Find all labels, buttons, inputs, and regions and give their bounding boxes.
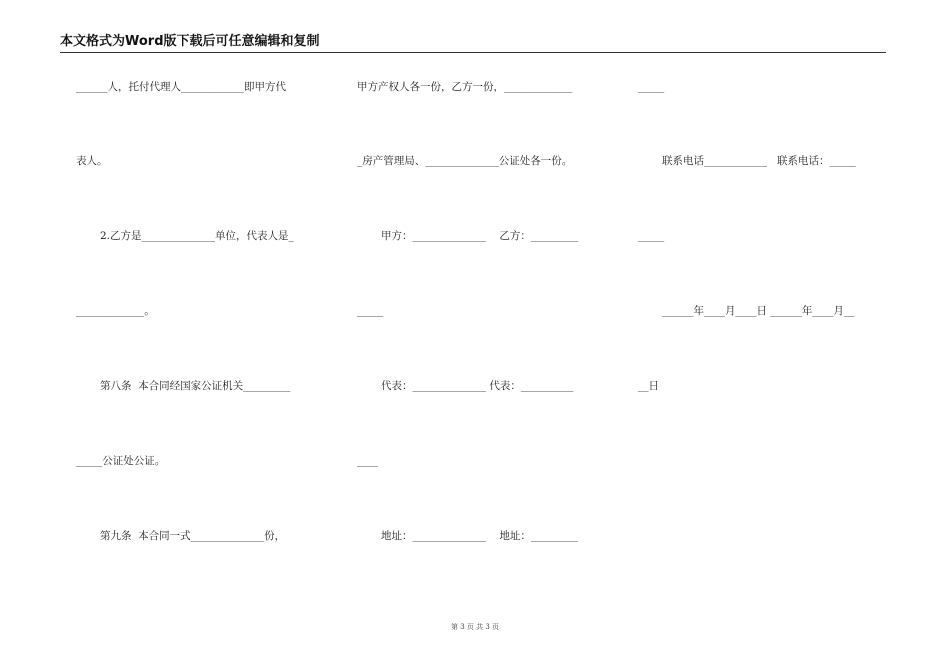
left-line-4: _____________。	[76, 305, 155, 317]
middle-line-3: 甲方：______________ 乙方：_________	[381, 230, 579, 242]
left-line-5: 第八条 本合同经国家公证机关_________	[100, 380, 291, 392]
right-line-1: _____	[638, 81, 665, 93]
middle-line-6: ____	[357, 455, 378, 467]
middle-line-7: 地址：______________ 地址：_________	[381, 530, 579, 542]
middle-line-2: _房产管理局、______________公证处各一份。	[357, 155, 573, 167]
middle-line-1: 甲方产权人各一份，乙方一份，_____________	[357, 81, 573, 93]
right-line-2: 联系电话____________ 联系电话：_____	[662, 155, 856, 167]
left-line-3: 2.乙方是______________单位，代表人是_	[100, 230, 294, 242]
page-number: 第 3 页 共 3 页	[450, 623, 500, 631]
middle-line-4: _____	[357, 305, 384, 317]
right-line-4: ______年____月____日 ______年____月__	[662, 305, 855, 317]
right-line-5: __日	[638, 380, 659, 392]
left-line-6: _____公证处公证。	[76, 455, 166, 467]
left-line-7: 第九条 本合同一式______________份，	[100, 530, 286, 542]
page-header	[60, 34, 886, 53]
middle-line-5: 代表：______________ 代表：__________	[381, 380, 574, 392]
left-line-2: 表人。	[76, 155, 108, 167]
left-line-1: ______人，托付代理人____________即甲方代	[76, 81, 286, 93]
header-title: 本文格式为Word版下载后可任意编辑和复制	[60, 34, 320, 49]
right-line-3: _____	[638, 230, 665, 242]
